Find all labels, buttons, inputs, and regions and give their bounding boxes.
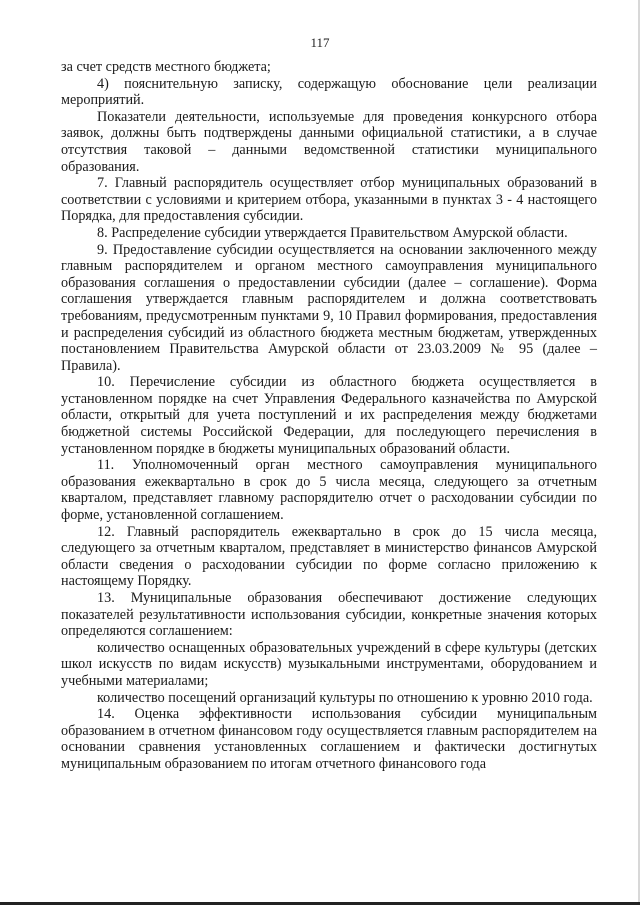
paragraph-budget-funds: за счет средств местного бюджета; [61, 59, 271, 75]
paragraph-item-9: 9. Предоставление субсидии осуществляется на основании заключенного между главным распорядителем и органом местного самоуправления муниципального образования соглашения о предоставлении субсидии (далее – соглашение). Форма соглашения утверждается главным распорядителем и должна соответствовать требованиям, предусмотренным пунктами 9, 10 Правил формирования, предоставления и распределения субсидий из областного бюджета местным бюджетам, утвержденных постановлением Правительства Амурской области от 23.03.2009 № 95 (далее – Правила). [61, 241, 597, 374]
paragraph-item-11: 11. Уполномоченный орган местного самоуправления муниципального образования ежеквартально в срок до 5 числа месяца, следующего за отчетным кварталом, представляет главному распорядителю отчет о расходовании субсидии по форме, установленной соглашением. [61, 457, 597, 524]
paragraph-item-14: 14. Оценка эффективности использования субсидии муниципальным образованием в отчетном финансовом году осуществляется главным распорядителем на основании сравнения установленных соглашением и фактически достигнутых муниципальным образованием по итогам отчетного финансового года [61, 706, 597, 772]
paragraph-explanatory-note: 4) пояснительную записку, содержащую обоснование цели реализации мероприятий. [61, 75, 597, 109]
paragraph-indicator-equipped: количество оснащенных образовательных учреждений в сфере культуры (детских школ искусств по видам искусств) музыкальными инструментами, оборудованием и учебными материалами; [61, 639, 597, 689]
paragraph-item-7: 7. Главный распорядитель осуществляет отбор муниципальных образований в соответствии с условиями и критерием отбора, указанными в пунктах 3 - 4 настоящего Порядка, для предоставления субсидии. [61, 175, 597, 225]
paragraph-indicators: Показатели деятельности, используемые для проведения конкурсного отбора заявок, должны быть подтверждены данными официальной статистики, а в случае отсутствия таковой – данными ведомственной статистики муниципального образования. [61, 108, 597, 175]
paragraph-item-10: 10. Перечисление субсидии из областного бюджета осуществляется в установленном порядке на счет Управления Федерального казначейства по Амурской области, открытый для учета поступлений и их распределения между бюджетами бюджетной системы Российской Федерации, для последующего перечисления в установленном порядке в бюджеты муниципальных образований области. [61, 374, 597, 457]
paragraph-item-8: 8. Распределение субсидии утверждается Правительством Амурской области. [97, 224, 568, 241]
document-body [61, 59, 597, 773]
paragraph-indicator-visits: количество посещений организаций культуры по отношению к уровню 2010 года. [97, 689, 593, 706]
page-number: 117 [310, 35, 330, 50]
paragraph-item-12: 12. Главный распорядитель ежеквартально в срок до 15 числа месяца, следующего за отчетным кварталом, представляет в министерство финансов Амурской области сведения о расходовании субсидии по форме согласно приложению к настоящему Порядку. [61, 523, 597, 590]
paragraph-item-13: 13. Муниципальные образования обеспечивают достижение следующих показателей результативности использования субсидии, конкретные значения которых определяются соглашением: [61, 590, 597, 640]
